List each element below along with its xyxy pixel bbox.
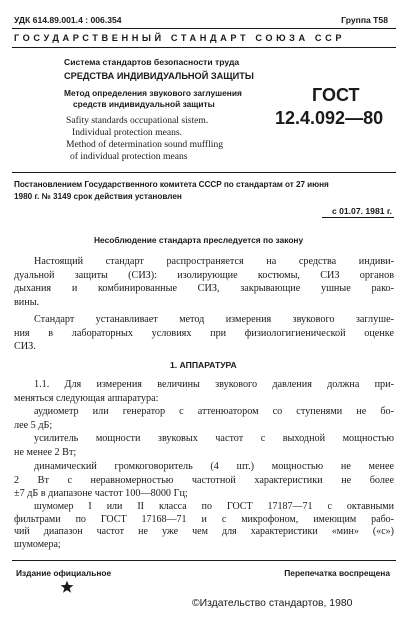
english-title-line-4: of individual protection means xyxy=(70,151,188,162)
udk-code: УДК 614.89.001.4 : 006.354 xyxy=(14,15,122,25)
header-rule-top xyxy=(12,28,396,29)
header-rule-bottom xyxy=(12,47,396,48)
text-line: шумомер I или II класса по ГОСТ 17187—71 с октавными xyxy=(34,501,394,512)
group-code: Группа Т58 xyxy=(341,15,388,25)
intro-paragraph-2 xyxy=(14,313,394,354)
section-heading: 1. АППАРАТУРА xyxy=(170,360,237,370)
text-line: динамический громкоговоритель (4 шт.) мощностью не менее xyxy=(34,461,394,472)
section-1-1-paragraph xyxy=(14,378,394,405)
text-line: дыхания и комбинированные СИЗ, закрывающие ушные рако- xyxy=(14,283,394,295)
text-line: ния в лабораторных условиях при физиологигиенической оценке xyxy=(14,327,394,339)
footer-rule xyxy=(12,560,396,561)
decree-line-1: Постановлением Государственного комитета СССР по стандартам от 27 июня xyxy=(14,180,329,189)
text-line: усилитель мощности звуковых частот с выходной мощностью xyxy=(34,433,394,444)
gost-label: ГОСТ xyxy=(312,85,360,105)
text-line: Настоящий стандарт распространяется на средства индиви- xyxy=(34,256,394,267)
english-title-line-1: Safity standards occupational sistem. xyxy=(66,115,209,126)
text-line: фильтрами по ГОСТ 17168—71 и с микрофоном, имеющим рабо- xyxy=(14,513,394,525)
text-line: меняться следующая аппаратура: xyxy=(14,392,159,404)
apparatus-item-sound-level-meter xyxy=(14,501,394,551)
state-standard-banner: ГОСУДАРСТВЕННЫЙ СТАНДАРТ СОЮЗА ССР xyxy=(14,33,346,43)
english-title-line-2: Individual protection means. xyxy=(72,127,183,138)
text-line: дуальной защиты (СИЗ): изолирующие костюмы, СИЗ органов xyxy=(14,269,394,281)
text-line: шумомера; xyxy=(14,538,61,550)
decree-line-2: 1980 г. № 3149 срок действия установлен xyxy=(14,192,182,201)
text-line: вины. xyxy=(14,296,40,308)
apparatus-item-loudspeaker xyxy=(14,460,394,501)
publisher-copyright: ©Издательство стандартов, 1980 xyxy=(192,598,353,609)
legal-notice: Несоблюдение стандарта преследуется по закону xyxy=(94,235,304,245)
title-block-rule xyxy=(12,172,396,173)
intro-paragraph-1 xyxy=(14,255,394,309)
effective-date-underline xyxy=(322,217,394,218)
gost-number: 12.4.092—80 xyxy=(275,108,384,128)
apparatus-item-audiometer xyxy=(14,405,394,432)
text-line: 2 Вт с неравномерностью частотной характеристики не более xyxy=(14,474,394,486)
star-icon xyxy=(60,580,74,594)
text-line: лее 5 дБ; xyxy=(14,419,53,431)
document-subtitle-line-1: Метод определения звукового заглушения xyxy=(64,88,242,98)
text-line: СИЗ. xyxy=(14,341,36,353)
text-line: не менее 2 Вт; xyxy=(14,446,77,458)
apparatus-item-amplifier xyxy=(14,432,394,459)
text-line: 1.1. Для измерения величины звукового давления должна при- xyxy=(34,379,394,390)
document-title: СРЕДСТВА ИНДИВИДУАЛЬНОЙ ЗАЩИТЫ xyxy=(64,71,254,81)
text-line: чий диапазон частот не уже чем для характеристики «мин» («с») xyxy=(14,526,394,538)
text-line: ±7 дБ в диапазоне частот 100—8000 Гц; xyxy=(14,488,188,500)
text-line: аудиометр или генератор с аттенюатором со ступенями не бо- xyxy=(34,406,394,417)
standards-system: Система стандартов безопасности труда xyxy=(64,57,240,67)
document-subtitle-line-2: средств индивидуальной защиты xyxy=(73,99,215,109)
reprint-prohibited-label: Перепечатка воспрещена xyxy=(284,568,390,578)
official-edition-label: Издание официальное xyxy=(16,568,112,578)
english-title-line-3: Method of determination sound muffling xyxy=(66,139,224,150)
text-line: Стандарт устанавливает метод измерения звукового заглуше- xyxy=(34,314,394,325)
effective-date: с 01.07. 1981 г. xyxy=(331,206,392,216)
